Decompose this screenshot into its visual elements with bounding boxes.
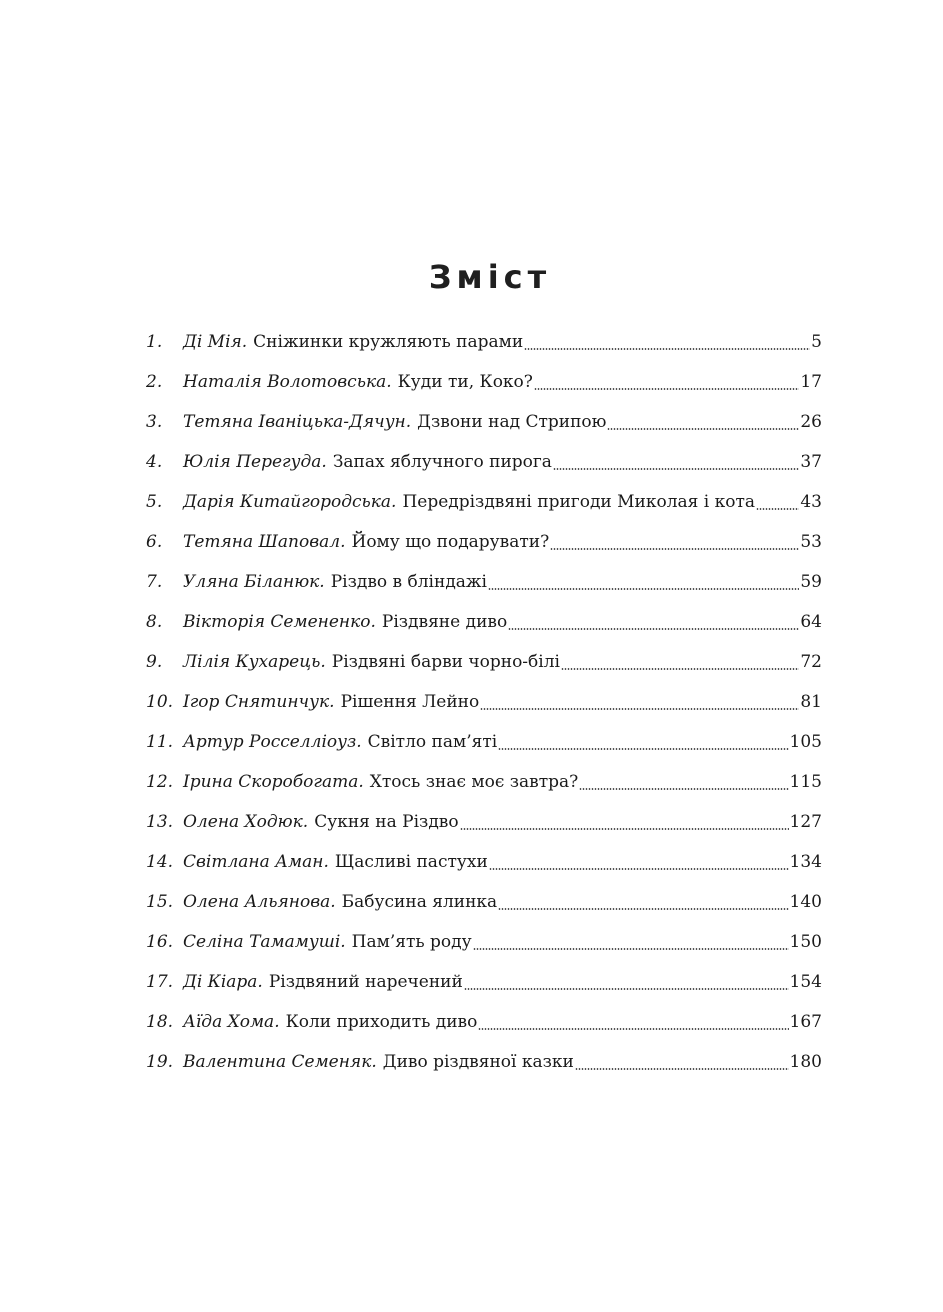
toc-entry: [146, 762, 822, 802]
entry-page-number: 167: [789, 1012, 822, 1032]
dot-leader: [498, 747, 788, 751]
entry-story-title: Йому що подарувати?: [351, 532, 550, 552]
entry-story-title: Різдвяний наречений: [268, 972, 463, 992]
dot-leader: [508, 627, 799, 631]
dot-leader: [607, 427, 799, 431]
entry-author: Тетяна Шаповал.: [183, 532, 346, 552]
entry-story-title: Різдвяні барви чорно-білі: [331, 652, 560, 672]
entry-number: 11.: [146, 732, 174, 752]
entry-page-number: 180: [789, 1052, 822, 1072]
entry-story-title: Коли приходить диво: [285, 1012, 478, 1032]
entry-number: 4.: [146, 452, 163, 472]
entry-number: 14.: [146, 852, 174, 872]
toc-entry: [146, 402, 822, 442]
entry-story-title: Хтось знає моє завтра?: [369, 772, 579, 792]
entry-author: Ірина Скоробогата.: [183, 772, 364, 792]
entry-number: 8.: [146, 612, 163, 632]
dot-leader: [480, 707, 799, 711]
entry-page-number: 53: [800, 532, 822, 552]
toc-entry: [146, 322, 822, 362]
entry-number: 1.: [146, 332, 163, 352]
entry-number: 17.: [146, 972, 174, 992]
toc-entry: [146, 442, 822, 482]
toc-entry: [146, 962, 822, 1002]
entry-author: Тетяна Іваніцька-Дячун.: [183, 412, 412, 432]
table-of-contents: [146, 322, 822, 1082]
entry-story-title: Диво різдвяної казки: [382, 1052, 574, 1072]
entry-page-number: 150: [789, 932, 822, 952]
toc-entry: [146, 922, 822, 962]
dot-leader: [489, 867, 789, 871]
entry-story-title: Дзвони над Стрипою: [417, 412, 607, 432]
entry-number: 15.: [146, 892, 174, 912]
entry-story-title: Сніжинки кружляють парами: [253, 332, 524, 352]
entry-number: 10.: [146, 692, 174, 712]
entry-number: 16.: [146, 932, 174, 952]
entry-number: 19.: [146, 1052, 174, 1072]
dot-leader: [550, 547, 799, 551]
dot-leader: [498, 907, 788, 911]
entry-page-number: 81: [800, 692, 822, 712]
dot-leader: [575, 1067, 789, 1071]
entry-page-number: 115: [789, 772, 822, 792]
entry-story-title: Запах яблучного пирога: [332, 452, 552, 472]
entry-page-number: 43: [800, 492, 822, 512]
entry-author: Юлія Перегуда.: [183, 452, 327, 472]
entry-page-number: 17: [800, 372, 822, 392]
toc-entry: [146, 1002, 822, 1042]
entry-number: 9.: [146, 652, 163, 672]
dot-leader: [478, 1027, 788, 1031]
dot-leader: [473, 947, 789, 951]
entry-page-number: 5: [811, 332, 822, 352]
entry-page-number: 134: [789, 852, 822, 872]
entry-author: Ді Кіара.: [183, 972, 263, 992]
dot-leader: [561, 667, 799, 671]
dot-leader: [534, 387, 799, 391]
entry-story-title: Щасливі пастухи: [334, 852, 488, 872]
dot-leader: [524, 347, 810, 351]
entry-story-title: Бабусина ялинка: [341, 892, 498, 912]
toc-entry: [146, 602, 822, 642]
entry-page-number: 59: [800, 572, 822, 592]
entry-number: 2.: [146, 372, 163, 392]
entry-author: Уляна Біланюк.: [183, 572, 325, 592]
entry-number: 6.: [146, 532, 163, 552]
toc-entry: [146, 842, 822, 882]
entry-author: Ігор Снятинчук.: [183, 692, 335, 712]
entry-story-title: Різдво в бліндажі: [330, 572, 487, 592]
entry-author: Наталія Волотовська.: [183, 372, 392, 392]
entry-story-title: Куди ти, Коко?: [397, 372, 533, 392]
entry-author: Дарія Китайгородська.: [183, 492, 397, 512]
dot-leader: [488, 587, 799, 591]
dot-leader: [553, 467, 799, 471]
entry-number: 3.: [146, 412, 163, 432]
entry-number: 12.: [146, 772, 174, 792]
entry-story-title: Рішення Лейно: [340, 692, 480, 712]
toc-entry: [146, 682, 822, 722]
dot-leader: [460, 827, 789, 831]
entry-page-number: 105: [789, 732, 822, 752]
dot-leader: [579, 787, 788, 791]
entry-author: Валентина Семеняк.: [183, 1052, 377, 1072]
toc-entry: [146, 562, 822, 602]
entry-number: 18.: [146, 1012, 174, 1032]
entry-author: Селіна Тамамуші.: [183, 932, 346, 952]
entry-page-number: 140: [789, 892, 822, 912]
entry-author: Олена Альянова.: [183, 892, 336, 912]
entry-page-number: 26: [800, 412, 822, 432]
dot-leader: [464, 987, 789, 991]
entry-page-number: 127: [789, 812, 822, 832]
entry-author: Вікторія Семененко.: [183, 612, 376, 632]
entry-author: Світлана Аман.: [183, 852, 329, 872]
toc-entry: [146, 642, 822, 682]
entry-number: 7.: [146, 572, 163, 592]
entry-author: Аїда Хома.: [183, 1012, 280, 1032]
entry-page-number: 72: [800, 652, 822, 672]
toc-entry: [146, 722, 822, 762]
toc-entry: [146, 1042, 822, 1082]
toc-entry: [146, 802, 822, 842]
toc-entry: [146, 362, 822, 402]
toc-entry: [146, 482, 822, 522]
entry-number: 5.: [146, 492, 163, 512]
entry-story-title: Передріздвяні пригоди Миколая і кота: [402, 492, 756, 512]
entry-story-title: Сукня на Різдво: [314, 812, 459, 832]
page-title: Зміст: [428, 258, 552, 297]
toc-entry: [146, 522, 822, 562]
entry-story-title: Світло пам’яті: [367, 732, 498, 752]
entry-story-title: Пам’ять роду: [351, 932, 472, 952]
entry-author: Лілія Кухарець.: [183, 652, 326, 672]
dot-leader: [756, 507, 799, 511]
entry-author: Ді Мія.: [183, 332, 248, 352]
entry-page-number: 64: [800, 612, 822, 632]
entry-page-number: 154: [789, 972, 822, 992]
entry-story-title: Різдвяне диво: [381, 612, 508, 632]
toc-entry: [146, 882, 822, 922]
entry-author: Олена Ходюк.: [183, 812, 309, 832]
entry-author: Артур Росселліоуз.: [183, 732, 362, 752]
entry-page-number: 37: [800, 452, 822, 472]
entry-number: 13.: [146, 812, 174, 832]
